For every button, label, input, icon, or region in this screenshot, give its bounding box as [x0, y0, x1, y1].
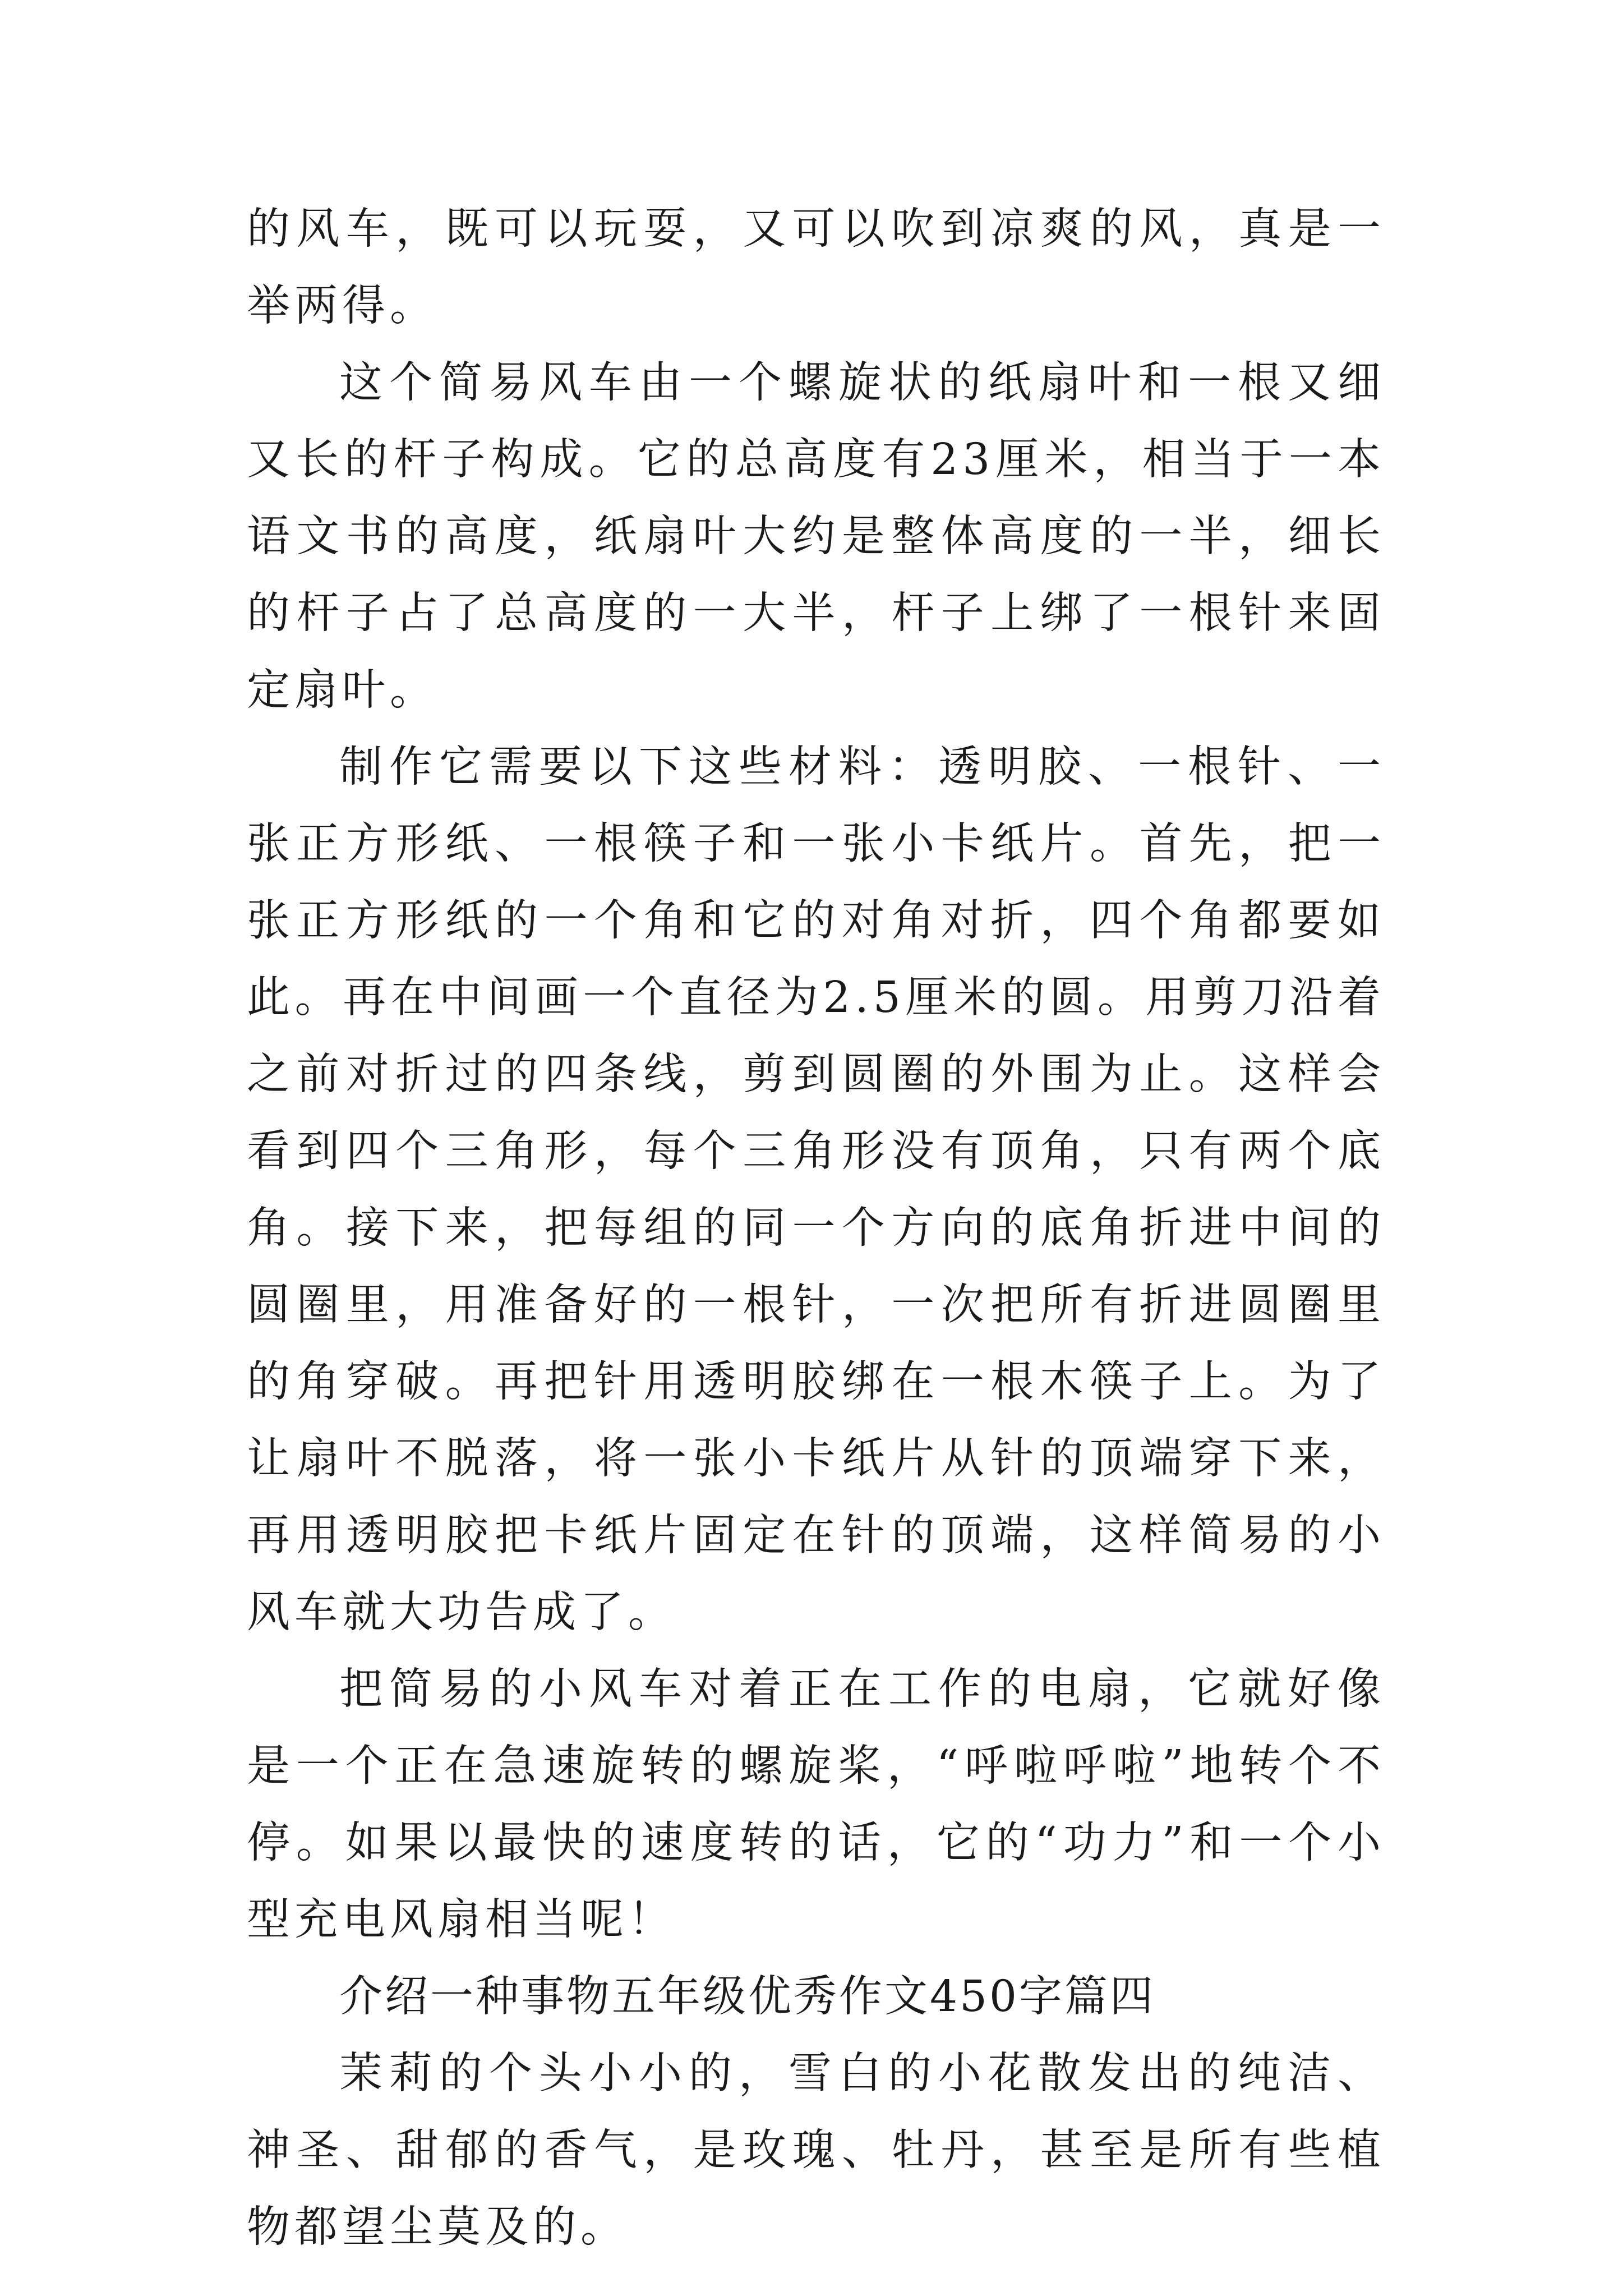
- paragraph-4: 把简易的小风车对着正在工作的电扇，它就好像是一个正在急速旋转的螺旋桨，“呼啦呼啦”地转个不停。如果以最快的速度转的话，它的“功力”和一个小型充电风扇相当呢！: [247, 1664, 1385, 1945]
- paragraph-2: 这个简易风车由一个螺旋状的纸扇叶和一根又细又长的杆子构成。它的总高度有23厘米，相当于一本语文书的高度，纸扇叶大约是整体高度的一半，细长的杆子占了总高度的一大半，杆子上绑了一根针来固定扇叶。: [247, 358, 1385, 715]
- paragraph-1: 的风车，既可以玩耍，又可以吹到凉爽的风，真是一举两得。: [247, 204, 1385, 331]
- section-heading: 介绍一种事物五年级优秀作文450字篇四: [339, 1972, 1155, 2022]
- paragraph-3: 制作它需要以下这些材料：透明胶、一根针、一张正方形纸、一根筷子和一张小卡纸片。首先，把一张正方形纸的一个角和它的对角对折，四个角都要如此。再在中间画一个直径为2.5厘米的圆。用剪刀沿着之前对折过的四条线，剪到圆圈的外围为止。这样会看到四个三角形，每个三角形没有顶角，只有两个底角。接下来，把每组的同一个方向的底角折进中间的圆圈里，用准备好的一根针，一次把所有折进圆圈里的角穿破。再把针用透明胶绑在一根木筷子上。为了让扇叶不脱落，将一张小卡纸片从针的顶端穿下来，再用透明胶把卡纸片固定在针的顶端，这样简易的小风车就大功告成了。: [247, 742, 1385, 1637]
- paragraph-5: 茉莉的个头小小的，雪白的小花散发出的纯洁、神圣、甜郁的香气，是玫瑰、牡丹，甚至是所有些植物都望尘莫及的。: [247, 2049, 1385, 2252]
- document-body: [247, 191, 1385, 2266]
